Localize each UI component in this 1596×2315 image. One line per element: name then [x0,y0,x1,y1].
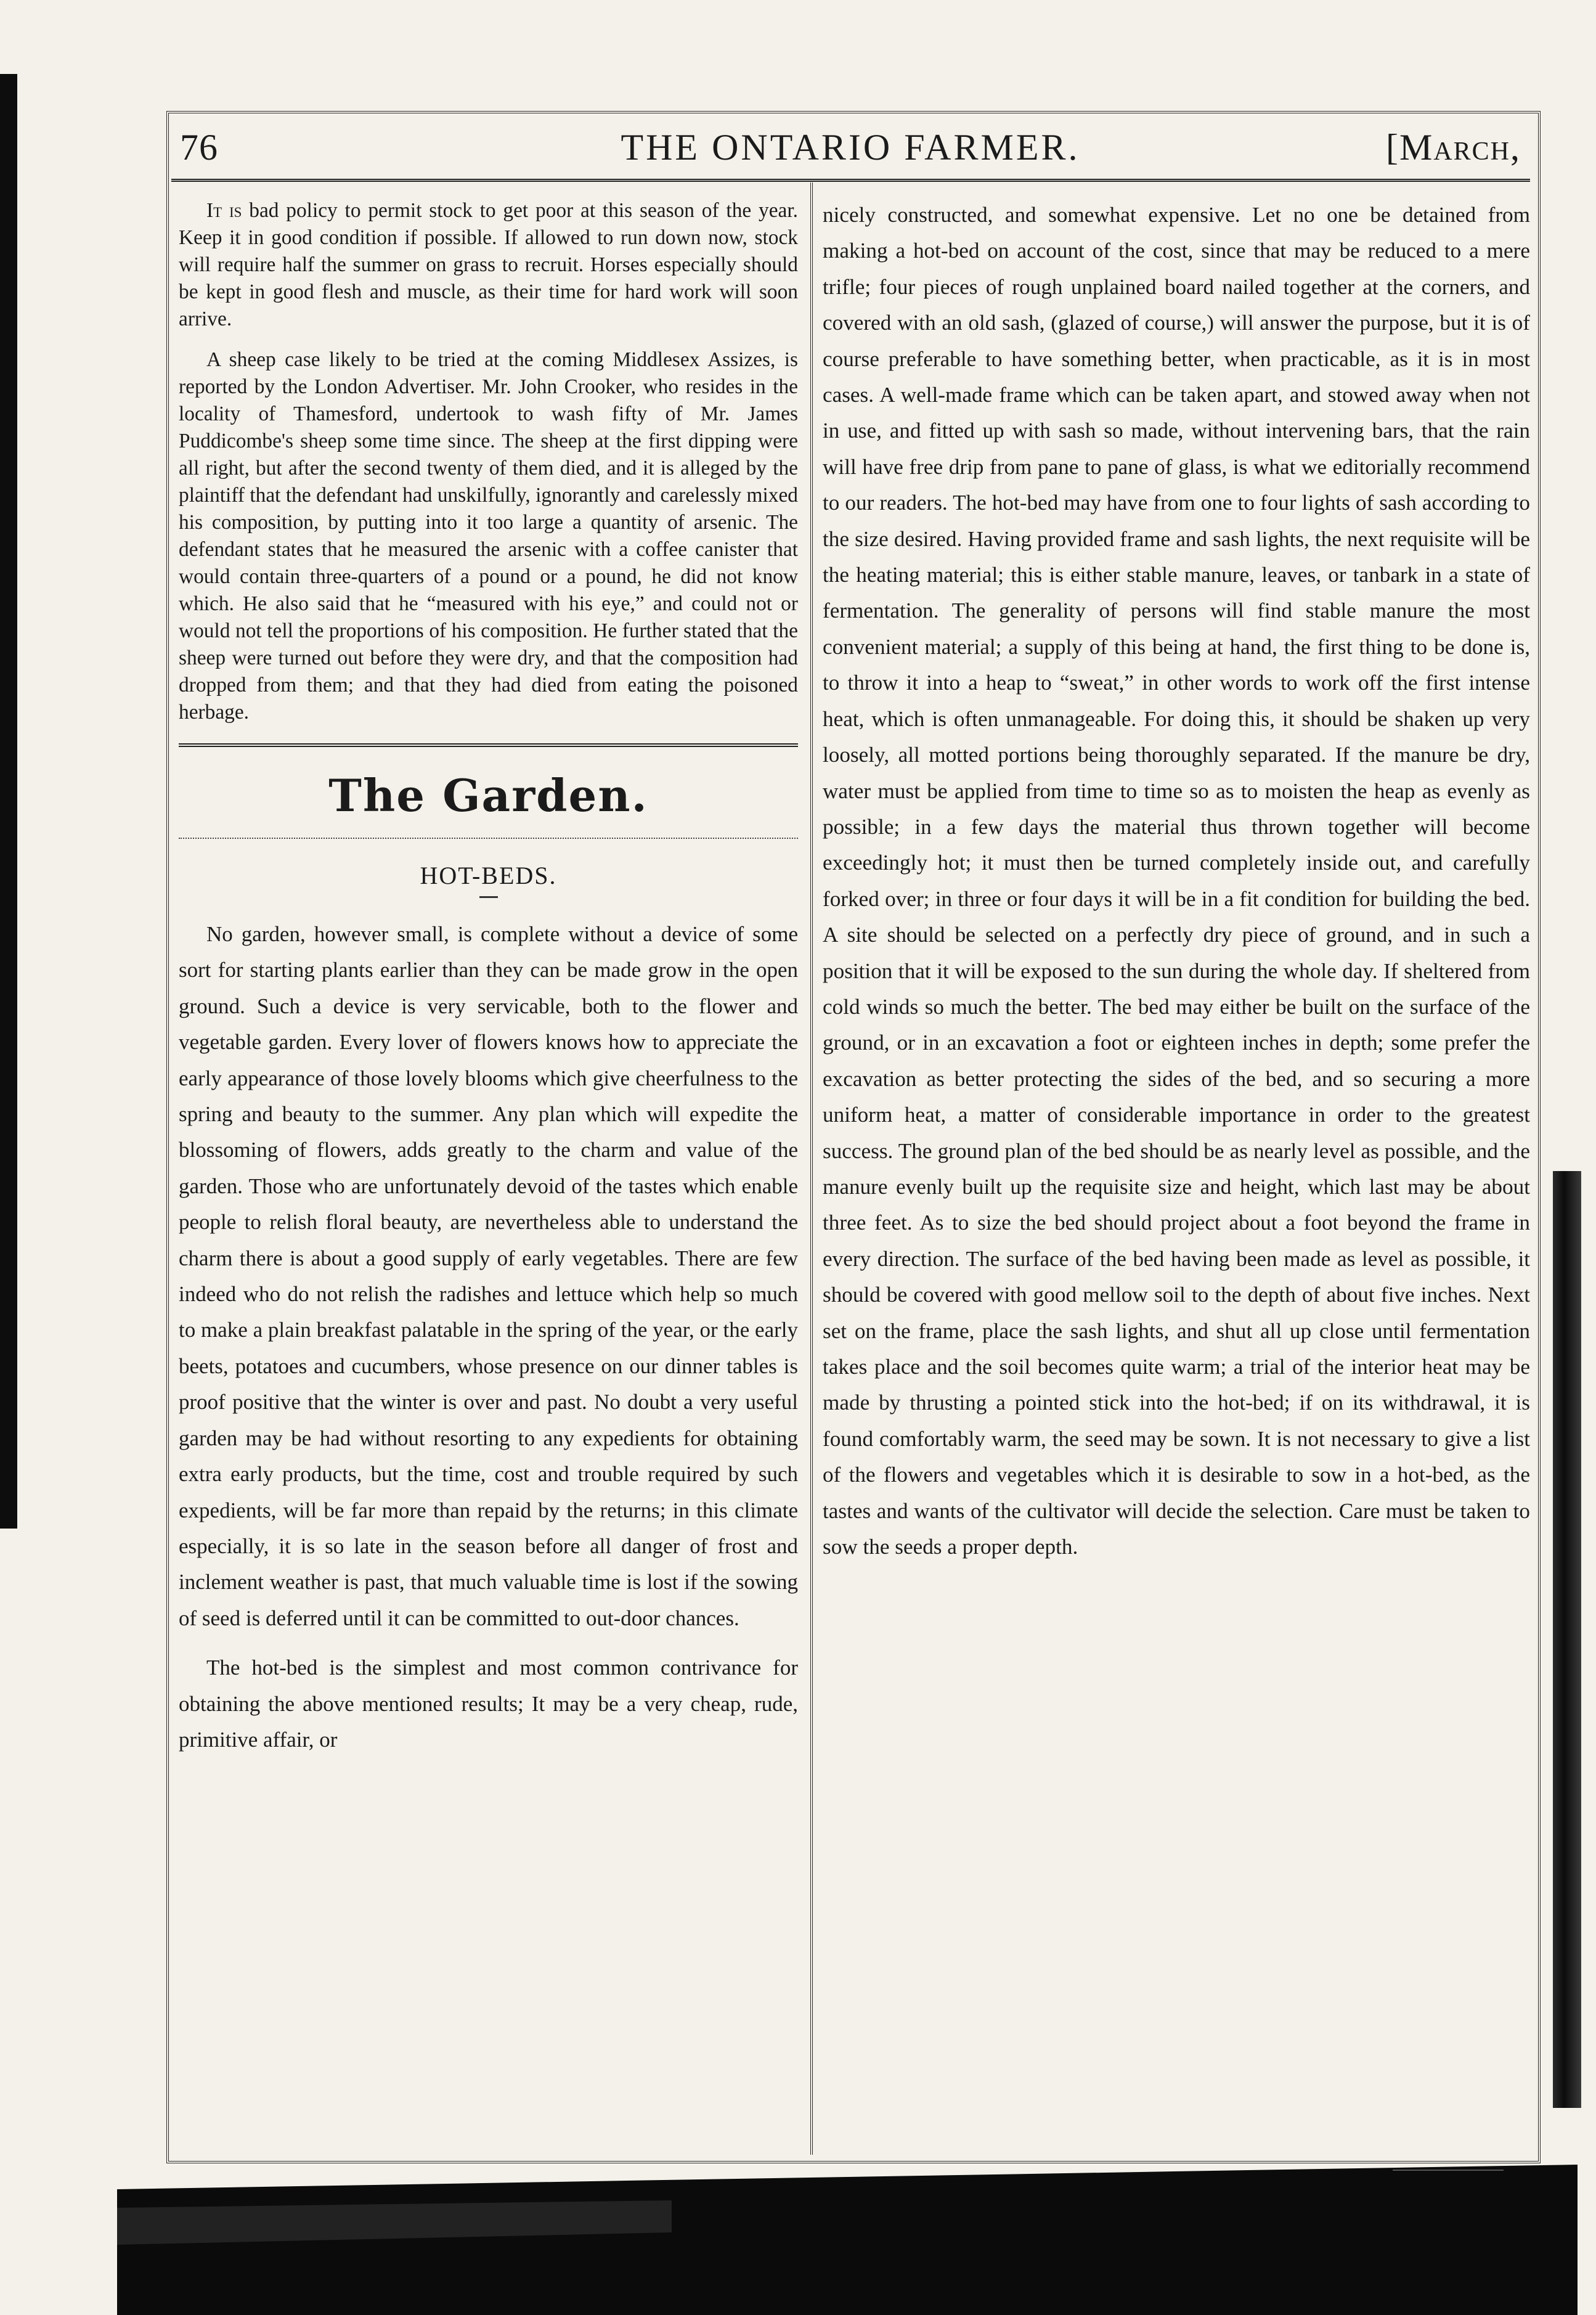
section-dotted-rule [179,838,798,839]
header-rule [171,179,1530,182]
right-column [823,197,1530,2151]
paragraph-lead: It is [206,199,242,222]
article-title: HOT-BEDS. [420,862,557,889]
running-head [173,120,1528,176]
binding-shadow-left [0,74,17,1529]
stock-condition-paragraph [179,197,798,333]
column-divider [810,182,813,2155]
section-rule [179,743,798,747]
page-number: 76 [180,127,218,168]
sheep-case-paragraph: A sheep case likely to be tried at the coming Middlesex Assizes, is reported by the London Advertiser. Mr. John Crooker, who resides in the locality of Thamesford, undertook to wash fifty of Mr. James Puddicombe's sheep some time since. The sheep at the first dipping were all right, but after the second twenty of them died, and it is alleged by the plaintiff that the defendant had unskilfully, ignorantly and carelessly mixed his composition, by putting into it too large a quantity of arsenic. The defendant states that he measured the arsenic with a coffee canister that would contain three-quarters of a pound or a pound, he did not know which. He also said that he “measured with his eye,” and could not or would not tell the proportions of his composition. He further stated that the sheep were turned out before they were dry, and that the composition had dropped from them; and that they had died from eating the poisoned herbage. [179,348,798,724]
title-dash [479,896,498,898]
binding-shadow-right [1553,1171,1581,2108]
scan-edge-shadow [117,2165,1578,2315]
journal-title: THE ONTARIO FARMER. [621,127,1080,168]
left-column [179,197,798,2151]
issue-month: [March, [1385,127,1521,168]
article-paragraph: No garden, however small, is complete without a device of some sort for starting plants earlier than they can be made grow in the open ground. Such a device is very servicable, both to the flower and vegetable garden. Every lover of flowers knows how to appreciate the early appearance of those lovely blooms which give cheerfulness to the spring and beauty to the summer. Any plan which will expedite the blossoming of flowers, adds greatly to the charm and value of the garden. Those who are unfortunately devoid of the tastes which enable people to relish floral beauty, are nevertheless able to understand the charm there is about a good supply of early vegetables. There are few indeed who do not relish the radishes and lettuce which help so much to make a plain breakfast palatable in the spring of the year, or the early beets, potatoes and cucumbers, whose presence on our dinner tables is proof positive that the winter is over and past. No doubt a very useful garden may be had without resorting to any expedients for obtaining extra early products, but the time, cost and trouble required by such expedients, will be far more than repaid by the returns; in this climate especially, it is so late in the season before all danger of frost and inclement weather is past, that much valuable time is lost if the sowing of seed is deferred until it can be committed to out-door chances. [179,922,798,1630]
article-paragraph: The hot-bed is the simplest and most common contrivance for obtaining the above mentioned results; It may be a very cheap, rude, primitive affair, or [179,1656,798,1752]
paragraph-text: bad policy to permit stock to get poor at this season of the year. Keep it in good condition if possible. If allowed to run down now, stock will require half the summer on grass to recruit. Horses especially should be kept in good flesh and muscle, as their time for hard work will soon arrive. [179,199,798,330]
article-continuation: nicely constructed, and somewhat expensive. Let no one be detained from making a hot-bed on account of the cost, since that may be reduced to a mere trifle; four pieces of rough unplained board nailed together at the corners, and covered with an old sash, (glazed of course,) will answer the purpose, but it is of course preferable to have something better, when practicable, as it is in most cases. A well-made frame which can be taken apart, and stowed away when not in use, and fitted up with sash so made, without intervening bars, that the rain will have free drip from pane to pane of glass, is what we editorially recommend to our readers. The hot-bed may have from one to four lights of sash according to the size desired. Having provided frame and sash lights, the next requisite will be the heating material; this is either stable manure, leaves, or tanbark in a state of fermentation. The generality of persons will find stable manure the most convenient material; a supply of this being at hand, the first thing to be done is, to throw it into a heap to “sweat,” in other words to work off the first intense heat, which is often unmanageable. For doing this, it should be shaken up very loosely, all motted portions being thoroughly separated. If the manure be dry, water must be applied from time to time so as to moisten the heap as evenly as possible; in a few days the material thus thrown together will become exceedingly hot; it must then be turned completely inside out, and carefully forked over; in three or four days it will be in a fit condition for building the bed. A site should be selected on a perfectly dry piece of ground, and in such a position that it will be exposed to the sun during the whole day. If sheltered from cold winds so much the better. The bed may either be built on the surface of the ground, or in an excavation a foot or eighteen inches in depth; some prefer the excavation as better protecting the sides of the bed, and so securing a more uniform heat, a matter of considerable importance in order to the greatest success. The ground plan of the bed should be as nearly level as possible, and the manure evenly built up the requisite size and height, which last may be about three feet. As to size the bed should project about a foot beyond the frame in every direction. The surface of the bed having been made as level as possible, it should be covered with good mellow soil to the depth of about five inches. Next set on the frame, place the sash lights, and shut all up close until fermentation takes place and the soil becomes quite warm; a trial of the interior heat may be made by thrusting a pointed stick into the hot-bed; if on its withdrawal, it is found comfortably warm, the seed may be sown. It is not necessary to give a list of the flowers and vegetables which it is desirable to sow in a hot-bed, as the tastes and wants of the cultivator will decide the selection. Care must be taken to sow the seeds a proper depth. [823,203,1530,1559]
section-heading: The Garden. [328,769,648,822]
end-rule [1393,2170,1504,2171]
